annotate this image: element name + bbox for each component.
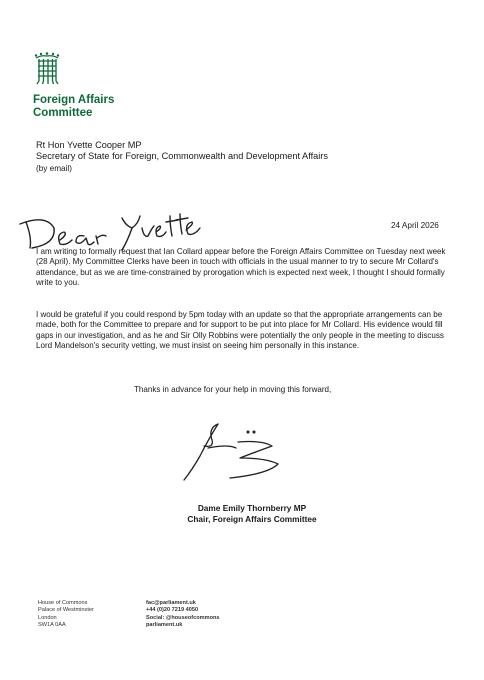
portcullis-icon [33, 52, 61, 86]
addressee-name: Rt Hon Yvette Cooper MP [36, 140, 142, 150]
footer-address [38, 600, 94, 630]
addressee-block [36, 140, 328, 174]
footer-address-line: SW1A 0AA [38, 622, 66, 629]
signatory-role: Chair, Foreign Affairs Committee [187, 513, 317, 524]
footer-contact [146, 600, 220, 630]
committee-name [33, 94, 114, 120]
body-paragraph-2: I would be grateful if you could respond by 5pm today with an update so that the appropriate arrangements can be made, both for the Committee to prepare and for support to be put into place for Mr Collard. His evidence would fill gaps in our investigation, and as he and Sir Olly Robbins were potentially the only people in the meeting to discuss Lord Mandelson's security vetting, we must insist on seeing him personally in this instance. [36, 310, 444, 351]
delivery-method: (by email) [36, 163, 72, 173]
footer-address-line: House of Commons [38, 600, 88, 606]
handwritten-signature [178, 418, 288, 488]
letter-date: 24 April 2026 [391, 221, 439, 230]
footer-website-link[interactable]: parliament.uk [146, 622, 183, 629]
addressee-title: Secretary of State for Foreign, Commonwealth and Development Affairs [36, 151, 328, 162]
footer-email-link[interactable]: fac@parliament.uk [146, 600, 196, 606]
footer-address-line: London [38, 614, 57, 621]
closing-line: Thanks in advance for your help in moving this forward, [134, 385, 332, 394]
body-paragraph-1: I am writing to formally request that Ian Collard appear before the Foreign Affairs Committee on Tuesday next week (28 April). My Committee Clerks have been in touch with officials in the usual manner to try to secure Mr Collard's attendance, but as we are time-constrained by prorogation which is expected next week, I thought I should formally write to you. [36, 247, 446, 288]
committee-name-line1: Foreign Affairs [33, 94, 115, 106]
signoff-block [162, 503, 342, 525]
signatory-name: Dame Emily Thornberry MP [197, 503, 307, 513]
footer-phone: +44 (0)20 7219 4050 [146, 607, 199, 614]
committee-name-line2: Committee [33, 107, 93, 119]
footer-address-line: Palace of Westminster [38, 607, 94, 614]
footer-social: Social: @houseofcommons [146, 614, 220, 621]
